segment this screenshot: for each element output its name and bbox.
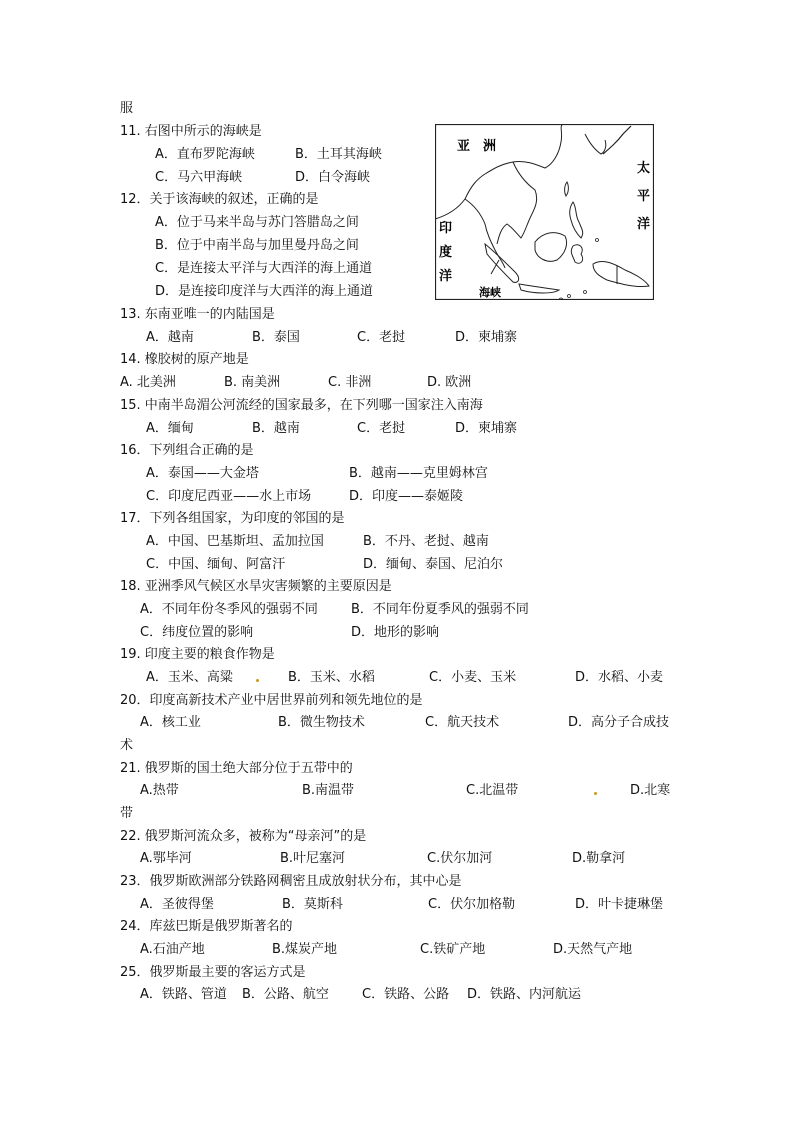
question-18-stem: 18. 亚洲季风气候区水旱灾害频繁的主要原因是 [120, 579, 392, 594]
question-14-stem: 14. 橡胶树的原产地是 [120, 352, 249, 367]
question-22-option-d: D.勒拿河 [572, 851, 626, 866]
question-20-stem: 20．印度高新技术产业中居世界前列和领先地位的是 [120, 693, 423, 708]
map-label-indian-2: 度 [439, 245, 453, 260]
stray-dot-mark [594, 792, 597, 795]
question-19-option-d: D．水稻、小麦 [575, 670, 664, 685]
question-18-option-d: D．地形的影响 [351, 625, 440, 640]
question-16-stem: 16．下列组合正确的是 [120, 443, 254, 458]
question-20-wrap: 术 [120, 738, 134, 753]
map-label-pacific-2: 平 [637, 189, 651, 204]
question-21-wrap: 带 [120, 806, 134, 821]
question-11-stem: 11. 右图中所示的海峡是 [120, 124, 262, 139]
question-12-option-b: B．位于中南半岛与加里曼丹岛之间 [155, 238, 359, 253]
question-11-option-a: A．直布罗陀海峡 [155, 147, 255, 162]
map-label-pacific-1: 太 [637, 161, 651, 176]
map-label-asia: 亚 洲 [457, 139, 497, 154]
question-19-stem: 19. 印度主要的粮食作物是 [120, 647, 275, 662]
question-23-option-a: A．圣彼得堡 [140, 897, 214, 912]
question-21-option-d: D.北寒 [630, 783, 671, 798]
question-22-stem: 22. 俄罗斯河流众多，被称为“母亲河”的是 [120, 829, 367, 844]
question-24-option-a: A.石油产地 [140, 942, 205, 957]
question-20-option-a: A．核工业 [140, 715, 201, 730]
question-15-stem: 15. 中南半岛湄公河流经的国家最多，在下列哪一国家注入南海 [120, 398, 483, 413]
question-25-option-d: D．铁路、内河航运 [467, 987, 582, 1002]
question-11-option-b: B．土耳其海峡 [295, 147, 382, 162]
question-15-option-d: D．柬埔寨 [455, 421, 518, 436]
question-22-option-a: A.鄂毕河 [140, 851, 192, 866]
question-17-option-c: C．中国、缅甸、阿富汗 [146, 557, 286, 572]
question-19-option-b: B．玉米、水稻 [288, 670, 375, 685]
question-14-option-a: A. 北美洲 [120, 375, 176, 390]
question-13-option-a: A．越南 [146, 330, 194, 345]
question-17-option-a: A．中国、巴基斯坦、孟加拉国 [146, 534, 324, 549]
question-13-option-d: D．柬埔寨 [455, 330, 518, 345]
question-12-option-c: C．是连接太平洋与大西洋的海上通道 [155, 261, 373, 276]
question-21-option-b: B.南温带 [302, 783, 355, 798]
question-23-option-c: C．伏尔加格勒 [428, 897, 516, 912]
question-14-option-b: B. 南美洲 [224, 375, 281, 390]
map-label-strait: 海峡 [479, 286, 501, 299]
question-20-option-b: B．微生物技术 [278, 715, 365, 730]
question-17-option-b: B．不丹、老挝、越南 [363, 534, 489, 549]
question-12-stem: 12．关于该海峡的叙述，正确的是 [120, 192, 319, 207]
question-14-option-d: D. 欧洲 [427, 375, 472, 390]
question-14-option-c: C. 非洲 [328, 375, 372, 390]
question-11-option-c: C．马六甲海峡 [155, 170, 243, 185]
question-17-stem: 17．下列各组国家，为印度的邻国的是 [120, 511, 345, 526]
question-21-option-c: C.北温带 [466, 783, 519, 798]
question-23-option-d: D．叶卡捷琳堡 [575, 897, 664, 912]
question-21-stem: 21. 俄罗斯的国土绝大部分位于五带中的 [120, 761, 353, 776]
question-22-option-c: C.伏尔加河 [427, 851, 493, 866]
question-13-option-c: C．老挝 [357, 330, 406, 345]
question-12-option-a: A．位于马来半岛与苏门答腊岛之间 [155, 215, 359, 230]
question-17-option-d: D．缅甸、泰国、尼泊尔 [363, 557, 504, 572]
question-25-stem: 25．俄罗斯最主要的客运方式是 [120, 965, 306, 980]
question-16-option-a: A．泰国——大金塔 [146, 466, 259, 481]
question-15-option-c: C．老挝 [357, 421, 406, 436]
question-18-option-b: B．不同年份夏季风的强弱不同 [351, 602, 529, 617]
question-25-option-b: B．公路、航空 [242, 987, 329, 1002]
question-18-option-c: C．纬度位置的影响 [140, 625, 254, 640]
question-13-stem: 13. 东南亚唯一的内陆国是 [120, 307, 275, 322]
stray-dot-mark [256, 679, 259, 682]
question-25-option-a: A．铁路、管道 [140, 987, 227, 1002]
map-label-indian-3: 洋 [439, 269, 453, 284]
question-24-option-d: D.天然气产地 [553, 942, 633, 957]
question-13-option-b: B．泰国 [252, 330, 300, 345]
question-20-option-c: C．航天技术 [425, 715, 500, 730]
question-23-option-b: B．莫斯科 [282, 897, 343, 912]
question-15-option-a: A．缅甸 [146, 421, 194, 436]
question-24-option-b: B.煤炭产地 [272, 942, 338, 957]
question-18-option-a: A．不同年份冬季风的强弱不同 [140, 602, 318, 617]
question-21-option-a: A.热带 [140, 783, 179, 798]
question-20-option-d: D．高分子合成技 [568, 715, 670, 730]
question-24-stem: 24．库兹巴斯是俄罗斯著名的 [120, 919, 293, 934]
question-19-option-a: A．玉米、高粱 [146, 670, 233, 685]
southeast-asia-map [435, 124, 654, 300]
question-11-option-d: D．白令海峡 [295, 170, 371, 185]
question-12-option-d: D．是连接印度洋与大西洋的海上通道 [155, 284, 374, 299]
question-16-option-c: C．印度尼西亚——水上市场 [146, 489, 312, 504]
question-19-option-c: C．小麦、玉米 [429, 670, 517, 685]
question-25-option-c: C．铁路、公路 [362, 987, 450, 1002]
carryover-text: 服 [120, 101, 134, 116]
question-24-option-c: C.铁矿产地 [420, 942, 486, 957]
question-22-option-b: B.叶尼塞河 [280, 851, 346, 866]
question-16-option-b: B．越南——克里姆林宫 [349, 466, 488, 481]
question-15-option-b: B．越南 [252, 421, 300, 436]
question-23-stem: 23．俄罗斯欧洲部分铁路网稠密且成放射状分布，其中心是 [120, 874, 462, 889]
map-label-pacific-3: 洋 [637, 217, 651, 232]
map-label-indian-1: 印 [439, 221, 453, 236]
question-16-option-d: D．印度——泰姬陵 [349, 489, 464, 504]
